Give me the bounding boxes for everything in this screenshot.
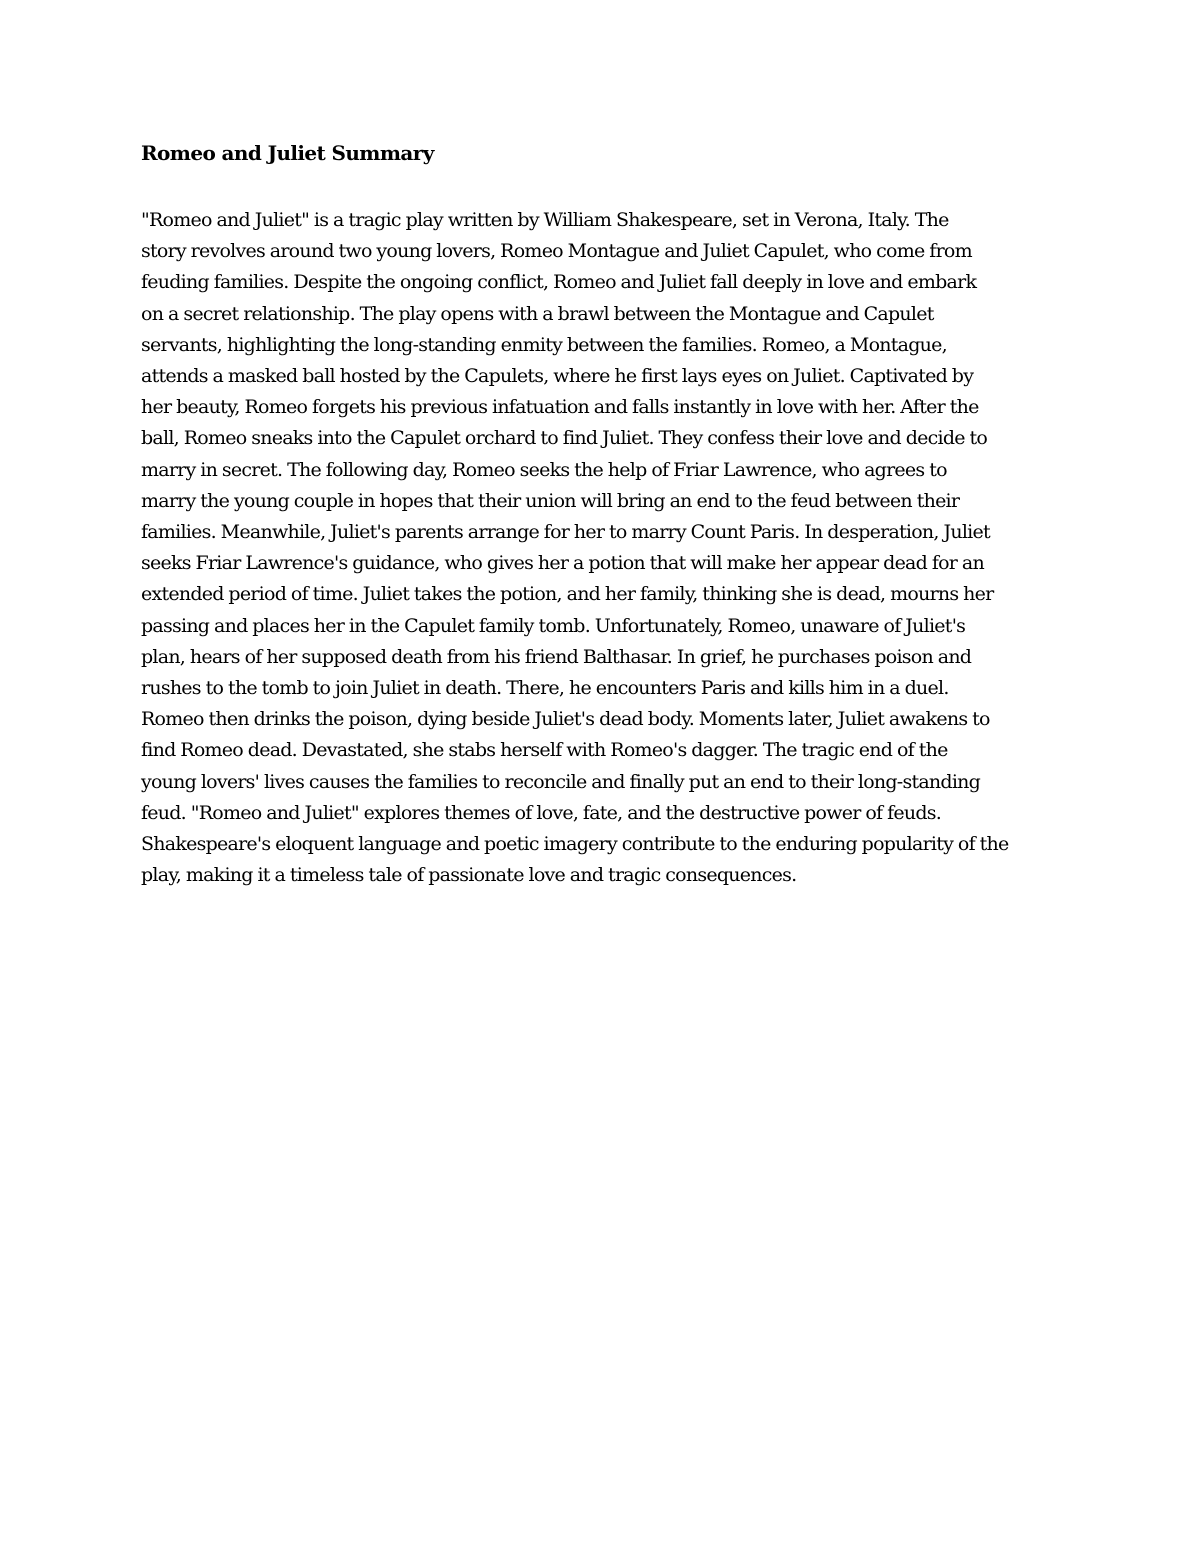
- paragraph-line: marry the young couple in hopes that their union will bring an end to the feud between their: [141, 489, 960, 512]
- paragraph-line: on a secret relationship. The play opens with a brawl between the Montague and Capulet: [141, 302, 934, 325]
- paragraph-line: her beauty, Romeo forgets his previous infatuation and falls instantly in love with her. After the: [141, 396, 979, 419]
- paragraph-line: young lovers' lives causes the families to reconcile and finally put an end to their long-standing: [141, 770, 981, 793]
- paragraph-line: feuding families. Despite the ongoing conflict, Romeo and Juliet fall deeply in love and embark: [141, 271, 977, 294]
- paragraph-line: ball, Romeo sneaks into the Capulet orchard to find Juliet. They confess their love and decide to: [141, 427, 988, 450]
- summary-paragraph: [141, 205, 1061, 891]
- paragraph-line: families. Meanwhile, Juliet's parents arrange for her to marry Count Paris. In desperation, Juliet: [141, 521, 990, 544]
- paragraph-line: feud. "Romeo and Juliet" explores themes of love, fate, and the destructive power of feuds.: [141, 801, 942, 824]
- paragraph-line: rushes to the tomb to join Juliet in death. There, he encounters Paris and kills him in a duel.: [141, 677, 949, 700]
- paragraph-line: Shakespeare's eloquent language and poetic imagery contribute to the enduring popularity of the: [141, 833, 1009, 856]
- paragraph-line: extended period of time. Juliet takes the potion, and her family, thinking she is dead, mourns her: [141, 583, 994, 606]
- paragraph-line: play, making it a timeless tale of passionate love and tragic consequences.: [141, 864, 797, 887]
- paragraph-line: passing and places her in the Capulet family tomb. Unfortunately, Romeo, unaware of Juliet's: [141, 614, 966, 637]
- paragraph-line: Romeo then drinks the poison, dying beside Juliet's dead body. Moments later, Juliet awakens to: [141, 708, 990, 731]
- paragraph-line: find Romeo dead. Devastated, she stabs herself with Romeo's dagger. The tragic end of the: [141, 739, 948, 762]
- paragraph-line: seeks Friar Lawrence's guidance, who gives her a potion that will make her appear dead for an: [141, 552, 984, 575]
- paragraph-line: story revolves around two young lovers, Romeo Montague and Juliet Capulet, who come from: [141, 240, 972, 263]
- paragraph-line: attends a masked ball hosted by the Capulets, where he first lays eyes on Juliet. Captivated by: [141, 365, 974, 388]
- paragraph-line: marry in secret. The following day, Romeo seeks the help of Friar Lawrence, who agrees to: [141, 458, 947, 481]
- paragraph-line: "Romeo and Juliet" is a tragic play written by William Shakespeare, set in Verona, Italy. The: [141, 209, 949, 231]
- paragraph-line: plan, hears of her supposed death from his friend Balthasar. In grief, he purchases poison and: [141, 645, 972, 668]
- paragraph-line: servants, highlighting the long-standing enmity between the families. Romeo, a Montague,: [141, 333, 947, 356]
- document-title: Romeo and Juliet Summary: [141, 141, 434, 165]
